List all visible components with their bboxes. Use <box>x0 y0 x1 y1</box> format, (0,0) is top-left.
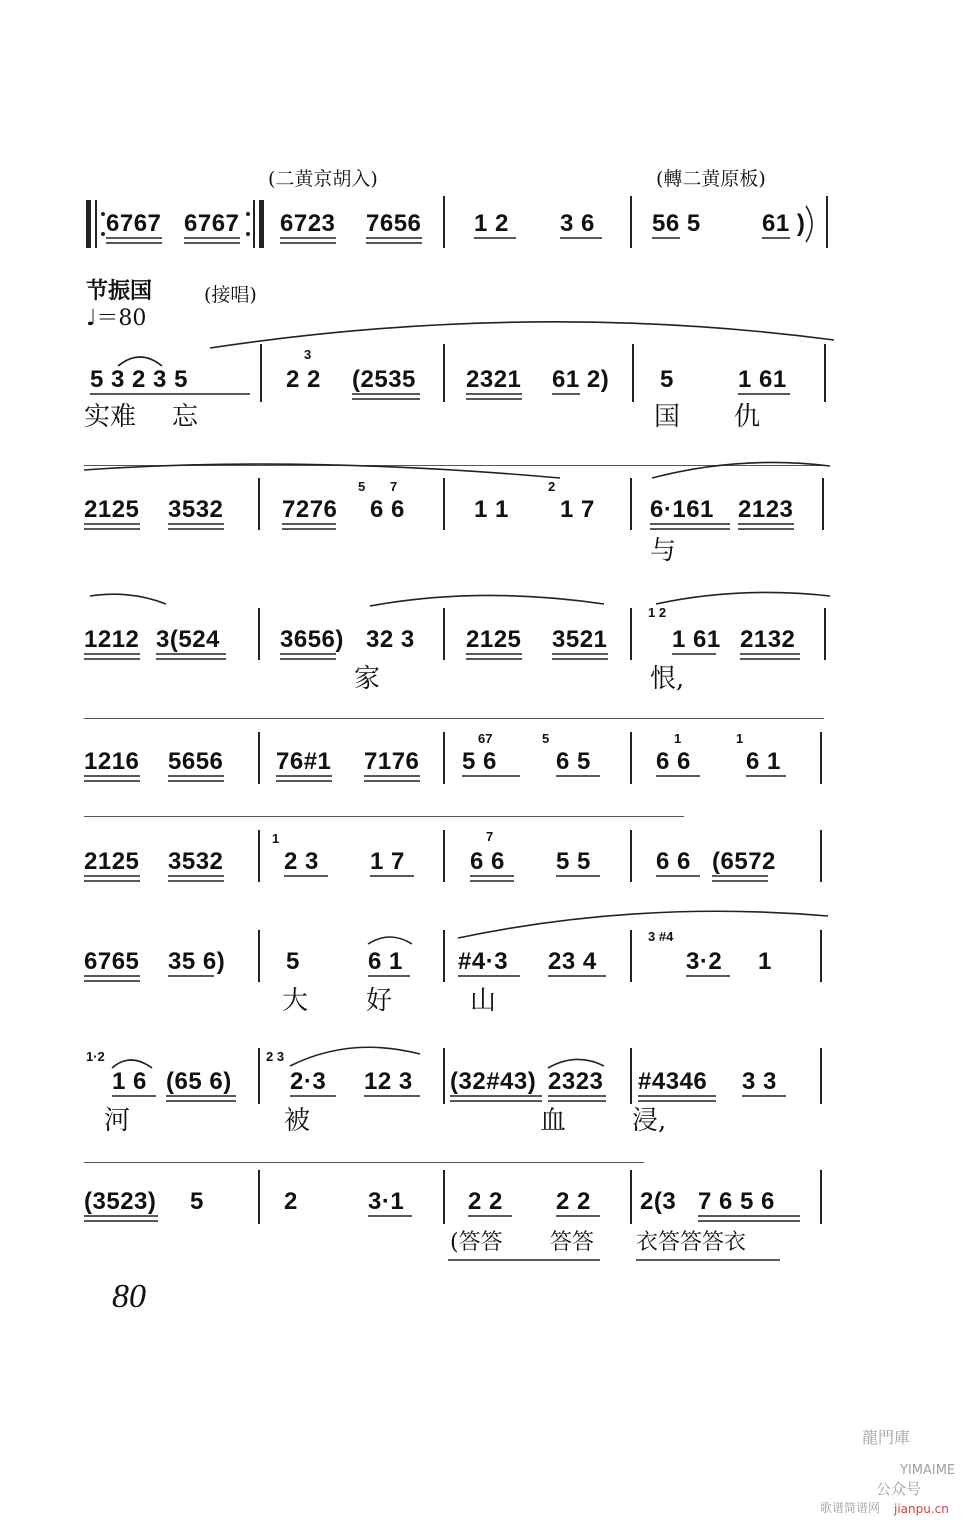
note-group: 2125 <box>466 626 522 653</box>
annotation-zhuan-erhuang-yuanban: (轉二黄原板) <box>656 168 766 190</box>
note-group: 6 6 <box>656 848 691 875</box>
note-group: 6 1 <box>368 948 403 975</box>
lyric: 浸, <box>632 1106 667 1136</box>
note-group: 1216 <box>84 748 140 775</box>
note-group: 5 <box>286 948 300 975</box>
grace-note: 5 <box>358 479 366 494</box>
note-group: #4·3 <box>458 948 509 975</box>
note-group: 1 7 <box>560 496 595 523</box>
note-group: 1 <box>758 948 772 975</box>
note-group: 7176 <box>364 748 420 775</box>
note-group: 2 2 <box>468 1188 503 1215</box>
role-name: 节振国 <box>86 278 153 304</box>
note-group: 76#1 <box>276 748 332 775</box>
lyric: 河 <box>104 1106 131 1136</box>
note-group: 2·3 <box>290 1068 327 1095</box>
lyric: 国 <box>654 402 681 432</box>
note-group: 7656 <box>366 210 422 237</box>
note-group: 5 <box>190 1188 204 1215</box>
note-group: (65 6) <box>166 1068 232 1095</box>
lyric: 山 <box>470 986 497 1016</box>
note-group: 35 6) <box>168 948 226 975</box>
note-group: 3532 <box>168 496 224 523</box>
note-group: 61 ) <box>762 210 806 237</box>
lyric: (答答 <box>450 1230 503 1255</box>
watermark-caption: 歌谱简谱网 <box>820 1501 881 1515</box>
grace-note: 2 <box>548 479 556 494</box>
note-group: 6 1 <box>746 748 781 775</box>
note-group: (2535 <box>352 366 416 393</box>
lyric: 忘 <box>172 402 199 432</box>
note-group: 23 4 <box>548 948 597 975</box>
page-number: 80 <box>112 1278 146 1315</box>
grace-note: 1 <box>674 731 682 746</box>
note-group: 5 3 2 3 5 <box>90 366 188 393</box>
annotation-erhuang-jinghu: (二黄京胡入) <box>268 168 378 190</box>
note-group: 3656) <box>280 626 344 653</box>
note-group: 12 3 <box>364 1068 413 1095</box>
lyric: 恨, <box>650 664 685 694</box>
note-group: 1 2 <box>474 210 509 237</box>
note-group: 2 2 <box>286 366 321 393</box>
note-group: 2(3 <box>640 1188 677 1215</box>
note-group: 1212 <box>84 626 140 653</box>
grace-note: 3 #4 <box>648 929 674 944</box>
note-group: 1 6 <box>112 1068 147 1095</box>
note-group: 3(524 <box>156 626 220 653</box>
note-group: 2321 <box>466 366 522 393</box>
grace-note: 2 3 <box>266 1049 285 1064</box>
lyric: 仇 <box>734 402 761 432</box>
lyric: 好 <box>366 986 393 1016</box>
grace-note: 7 <box>390 479 398 494</box>
note-group: 3532 <box>168 848 224 875</box>
lyric: 血 <box>540 1106 567 1136</box>
note-group: 56 5 <box>652 210 701 237</box>
annotation-jiechang: (接唱) <box>204 284 257 306</box>
lyric: 衣答答答衣 <box>636 1230 747 1255</box>
lyric: 实难 <box>84 402 137 432</box>
tempo-marking: ♩＝80 <box>86 306 147 331</box>
grace-note: 1·2 <box>86 1049 105 1064</box>
lyric: 家 <box>354 664 381 694</box>
note-group: (6572 <box>712 848 776 875</box>
note-group: 1 1 <box>474 496 509 523</box>
note-group: (3523) <box>84 1188 157 1215</box>
watermark-public: 公众号 <box>876 1480 922 1498</box>
note-group: 1 61 <box>672 626 721 653</box>
grace-note: 3 <box>304 347 312 362</box>
note-group: 2123 <box>738 496 794 523</box>
note-group: 5656 <box>168 748 224 775</box>
note-group: 61 2) <box>552 366 610 393</box>
note-group: 2 3 <box>284 848 319 875</box>
note-group: 32 3 <box>366 626 415 653</box>
lyric: 被 <box>284 1106 311 1136</box>
note-group: 7 6 5 6 <box>698 1188 775 1215</box>
note-group: 3 3 <box>742 1068 777 1095</box>
note-group: 6·161 <box>650 496 714 523</box>
note-group: 5 5 <box>556 848 591 875</box>
note-group: 1 61 <box>738 366 787 393</box>
note-group: 6 6 <box>656 748 691 775</box>
lyric: 答答 <box>550 1230 595 1255</box>
grace-note: 67 <box>478 731 493 746</box>
grace-note: 1 <box>736 731 744 746</box>
grace-note: 5 <box>542 731 550 746</box>
note-group: 6 6 <box>370 496 405 523</box>
watermark-site: YIMAIME <box>900 1463 956 1478</box>
note-group: #4346 <box>638 1068 708 1095</box>
note-group: 2125 <box>84 496 140 523</box>
note-group: 6767 <box>106 210 162 237</box>
note-group: 7276 <box>282 496 338 523</box>
watermark-url: jianpu.cn <box>894 1502 949 1516</box>
note-group: 6765 <box>84 948 140 975</box>
note-group: (32#43) <box>450 1068 537 1095</box>
note-group: 1 7 <box>370 848 405 875</box>
note-group: 3 6 <box>560 210 595 237</box>
note-group: 6767 <box>184 210 240 237</box>
lyric: 大 <box>282 986 309 1016</box>
note-group: 3·2 <box>686 948 723 975</box>
note-group: 5 <box>660 366 674 393</box>
note-group: 2125 <box>84 848 140 875</box>
grace-note: 1 2 <box>648 605 667 620</box>
watermark-brand: 龍門庫 <box>862 1428 911 1447</box>
note-group: 6 5 <box>556 748 591 775</box>
note-group: 3521 <box>552 626 608 653</box>
note-group: 2 <box>284 1188 298 1215</box>
note-group: 3·1 <box>368 1188 405 1215</box>
note-group: 6 6 <box>470 848 505 875</box>
note-group: 6723 <box>280 210 336 237</box>
note-group: 2132 <box>740 626 796 653</box>
grace-note: 7 <box>486 829 494 844</box>
lyric: 与 <box>650 536 677 566</box>
note-group: 2 2 <box>556 1188 591 1215</box>
grace-note: 1 <box>272 831 280 846</box>
note-group: 2323 <box>548 1068 604 1095</box>
note-group: 5 6 <box>462 748 497 775</box>
